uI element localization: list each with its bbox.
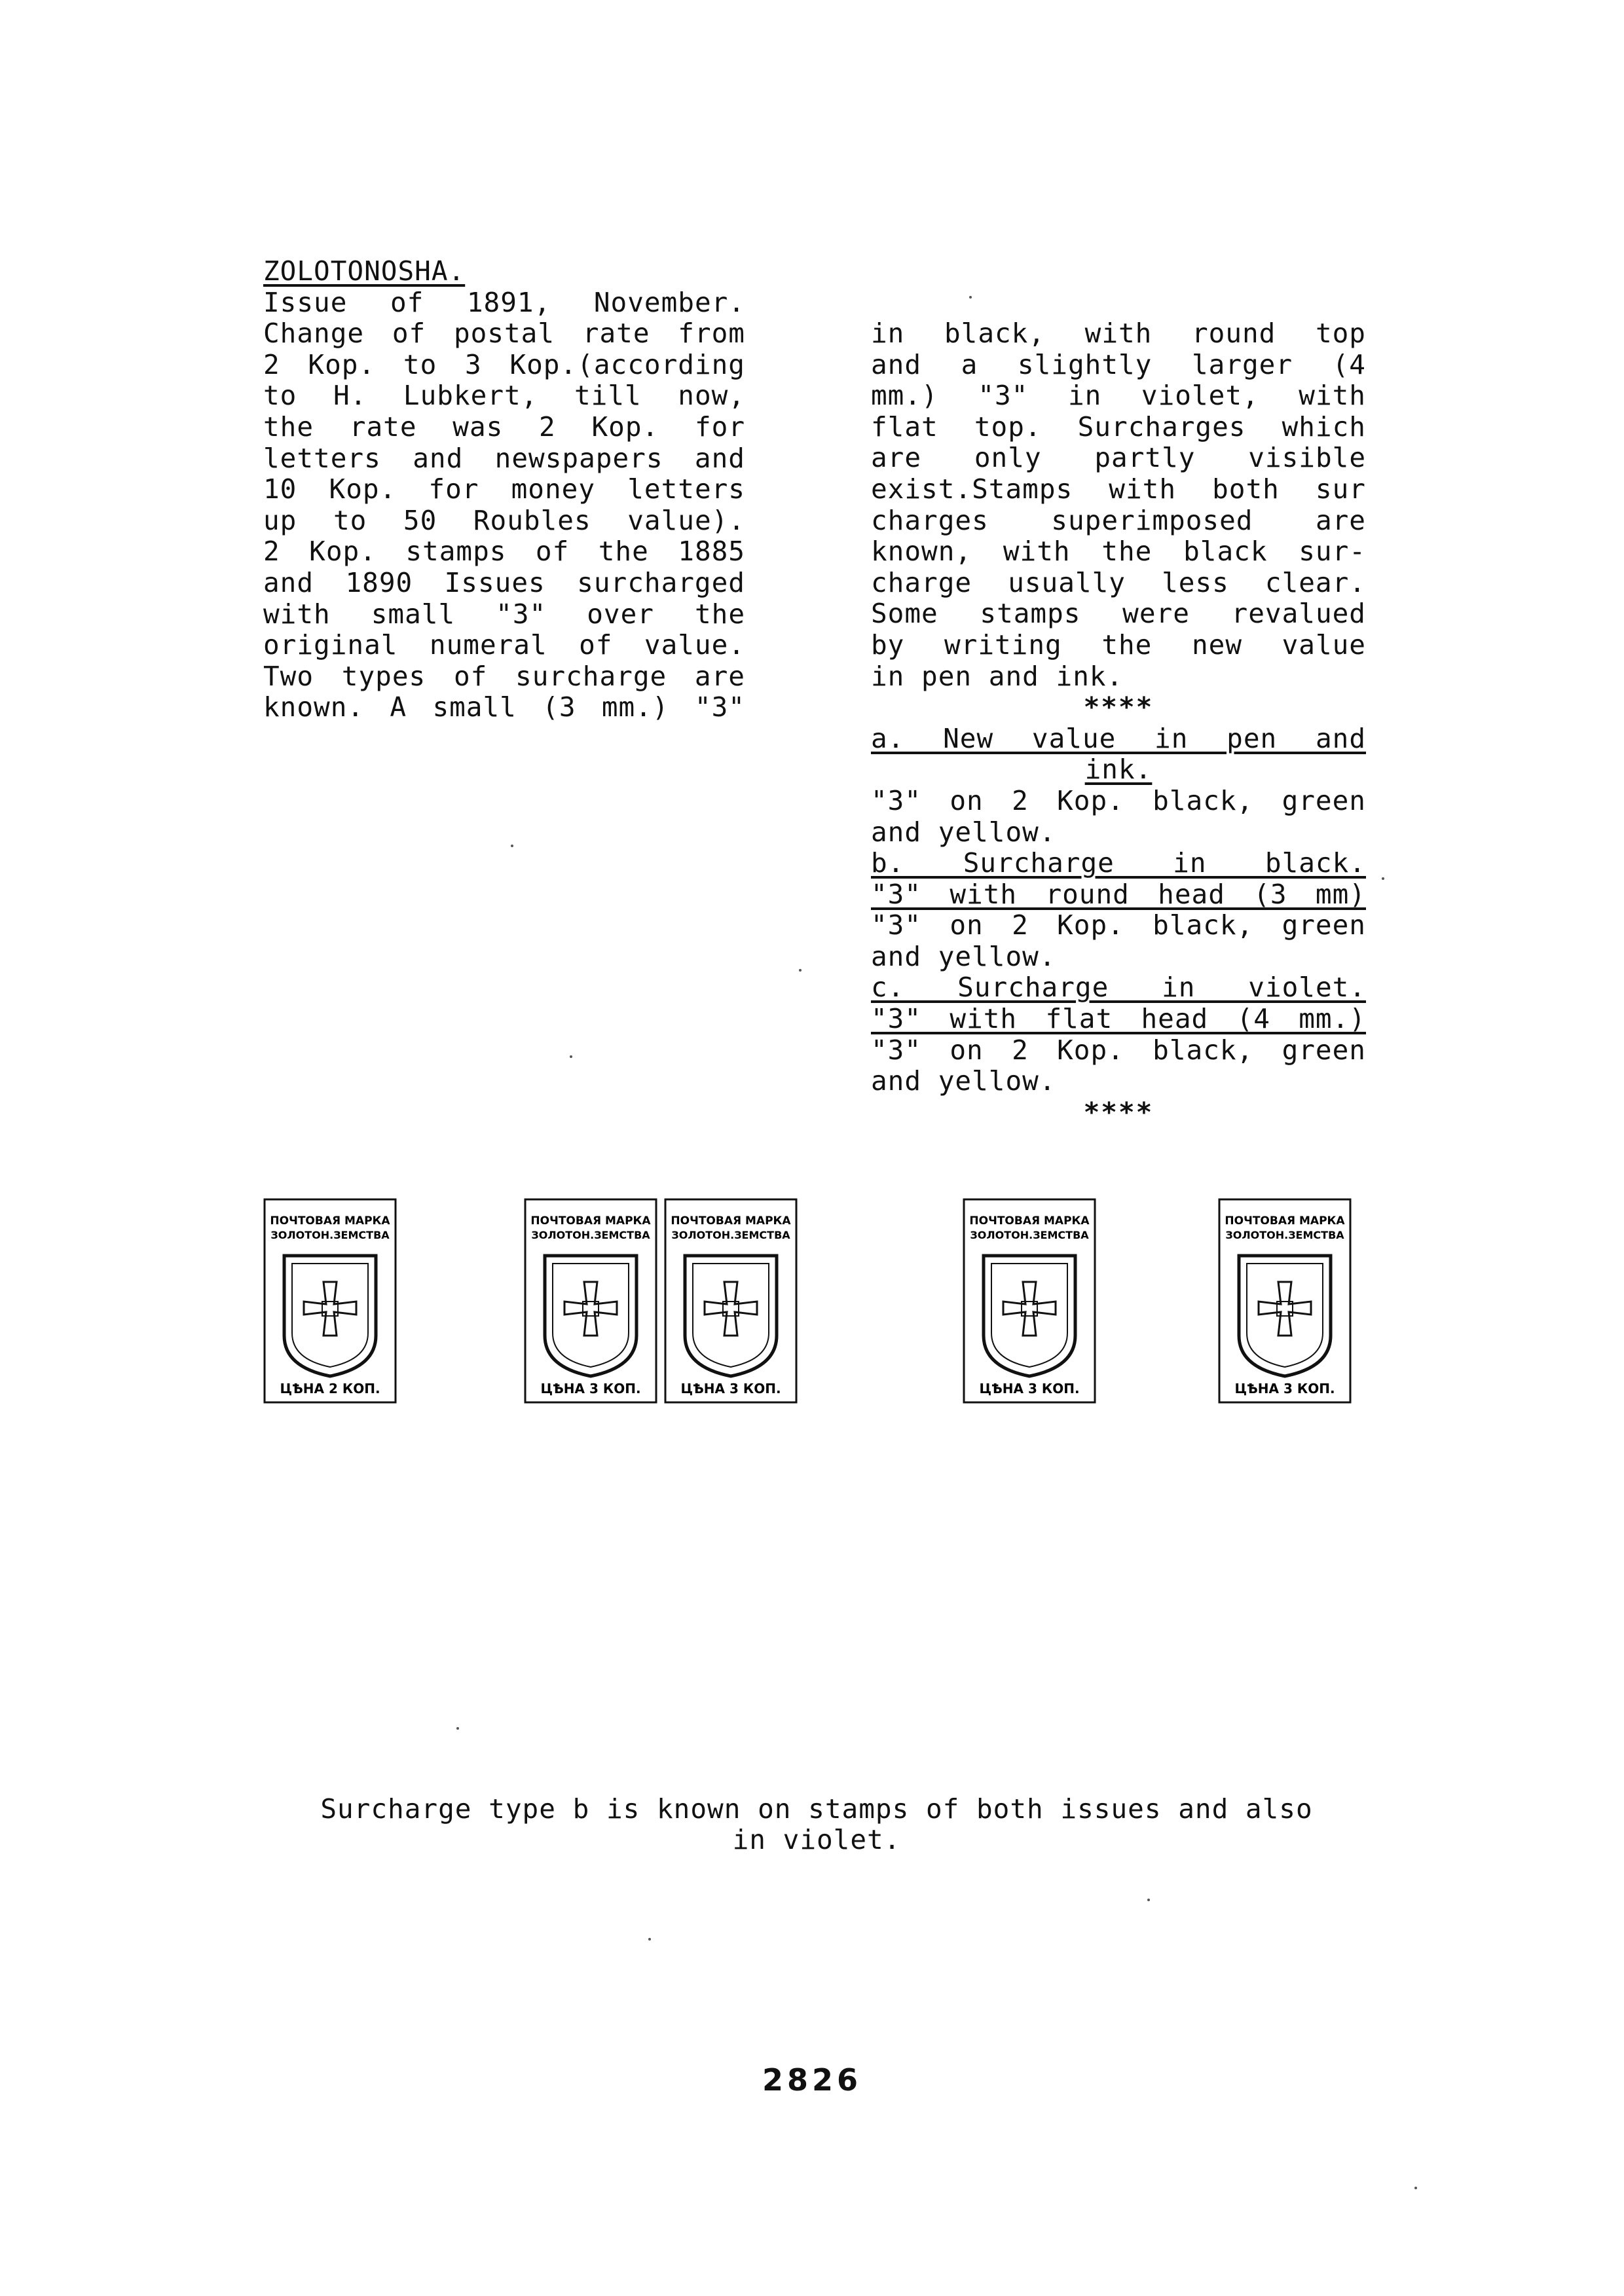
- stamp-top-text: ЗОЛОТОН.ЗЕМСТВА: [671, 1229, 790, 1241]
- stamp-top-text: ЗОЛОТОН.ЗЕМСТВА: [270, 1229, 390, 1241]
- scan-speck: [799, 969, 802, 972]
- section-b-heading: b. Surcharge in black.: [871, 848, 1366, 879]
- body-line: to H. Lubkert, till now,: [263, 380, 745, 412]
- scan-speck: [969, 296, 972, 299]
- body-line: 2 Kop. to 3 Kop.(according: [263, 349, 745, 380]
- stamp-top-text: ПОЧТОВАЯ МАРКА: [1225, 1214, 1345, 1228]
- body-line: Issue of 1891, November.: [263, 287, 745, 318]
- stamp-image: [963, 1192, 1133, 1414]
- listing-line: and yellow.: [871, 1066, 1056, 1097]
- separator-stars: ****: [1083, 692, 1154, 723]
- stamp-top-text: ПОЧТОВАЯ МАРКА: [969, 1214, 1090, 1228]
- body-line: by writing the new value: [871, 629, 1366, 661]
- stamp-value-text: ЦѢНА 2 КОП.: [280, 1381, 380, 1396]
- cross-emblem: [1259, 1282, 1311, 1336]
- section-c-heading: c. Surcharge in violet.: [871, 972, 1366, 1004]
- body-line: original numeral of value.: [263, 630, 745, 661]
- cross-emblem: [1003, 1282, 1056, 1336]
- stamp-top-text: ЗОЛОТОН.ЗЕМСТВА: [1225, 1229, 1344, 1241]
- listing-line: "3" on 2 Kop. black, green: [871, 785, 1366, 816]
- body-line: 10 Kop. for money letters: [263, 474, 745, 505]
- body-line: in pen and ink.: [871, 661, 1124, 692]
- separator-stars: ****: [1083, 1097, 1154, 1128]
- listing-line: and yellow.: [871, 941, 1056, 972]
- body-line: the rate was 2 Kop. for: [263, 411, 745, 443]
- scan-speck: [1414, 2187, 1417, 2189]
- cross-emblem: [564, 1282, 617, 1336]
- section-b-subheading: "3" with round head (3 mm): [871, 879, 1366, 910]
- stamp-value-text: ЦѢНА 3 КОП.: [1234, 1381, 1335, 1396]
- scan-speck: [1147, 1899, 1150, 1901]
- body-line: charges superimposed are: [871, 505, 1366, 536]
- stamp-image: [257, 1192, 434, 1414]
- scan-speck: [511, 845, 513, 847]
- stamp-top-text: ЗОЛОТОН.ЗЕМСТВА: [531, 1229, 650, 1241]
- body-line: known. A small (3 mm.) "3": [263, 692, 745, 723]
- right-text-column: [871, 318, 1366, 1128]
- body-line: Two types of surcharge are: [263, 661, 745, 692]
- section-c-subheading: "3" with flat head (4 mm.): [871, 1004, 1366, 1035]
- body-line: in black, with round top: [871, 318, 1366, 349]
- stamp-top-text: ЗОЛОТОН.ЗЕМСТВА: [970, 1229, 1089, 1241]
- cross-emblem: [705, 1282, 757, 1336]
- scan-speck: [1382, 877, 1384, 880]
- footnote-line: Surcharge type b is known on stamps of both issues and also: [320, 1793, 1313, 1825]
- body-line: with small "3" over the: [263, 598, 745, 630]
- section-a-heading: a. New value in pen and: [871, 723, 1366, 754]
- stamp-value-text: ЦѢНА 3 КОП.: [540, 1381, 641, 1396]
- left-text-column: [263, 256, 745, 723]
- page-number: 2826: [762, 2062, 862, 2098]
- listing-line: "3" on 2 Kop. black, green: [871, 910, 1366, 941]
- body-line: known, with the black sur-: [871, 536, 1366, 568]
- body-line: mm.) "3" in violet, with: [871, 380, 1366, 412]
- stamp-value-text: ЦѢНА 3 КОП.: [680, 1381, 781, 1396]
- stamp-top-text: ПОЧТОВАЯ МАРКА: [270, 1214, 390, 1228]
- footnote: [263, 1794, 1370, 1855]
- body-line: flat top. Surcharges which: [871, 411, 1366, 443]
- stamp-top-text: ПОЧТОВАЯ МАРКА: [530, 1214, 651, 1228]
- body-line: 2 Kop. stamps of the 1885: [263, 536, 745, 568]
- section-title: ZOLOTONOSHA.: [263, 256, 466, 287]
- body-line: Some stamps were revalued: [871, 598, 1366, 630]
- body-line: charge usually less clear.: [871, 567, 1366, 598]
- stamp-image: [1218, 1192, 1388, 1414]
- stamp-value-text: ЦѢНА 3 КОП.: [979, 1381, 1080, 1396]
- scan-speck: [456, 1727, 459, 1730]
- body-line: are only partly visible: [871, 443, 1366, 474]
- listing-line: "3" on 2 Kop. black, green: [871, 1034, 1366, 1066]
- section-a-heading-cont: ink.: [1084, 754, 1153, 786]
- body-line: Change of postal rate from: [263, 318, 745, 350]
- scan-speck: [570, 1055, 572, 1058]
- listing-line: and yellow.: [871, 816, 1056, 848]
- scan-speck: [648, 1938, 651, 1941]
- body-line: up to 50 Roubles value).: [263, 505, 745, 536]
- stamp-top-text: ПОЧТОВАЯ МАРКА: [671, 1214, 791, 1228]
- body-line: letters and newspapers and: [263, 443, 745, 474]
- body-line: and a slightly larger (4: [871, 349, 1366, 380]
- footnote-line: in violet.: [732, 1824, 901, 1855]
- body-line: and 1890 Issues surcharged: [263, 567, 745, 598]
- stamp-illustrations: [249, 1192, 1375, 1414]
- body-line: exist.Stamps with both sur: [871, 473, 1366, 505]
- stamp-pair-image: [524, 1192, 864, 1414]
- cross-emblem: [304, 1282, 356, 1336]
